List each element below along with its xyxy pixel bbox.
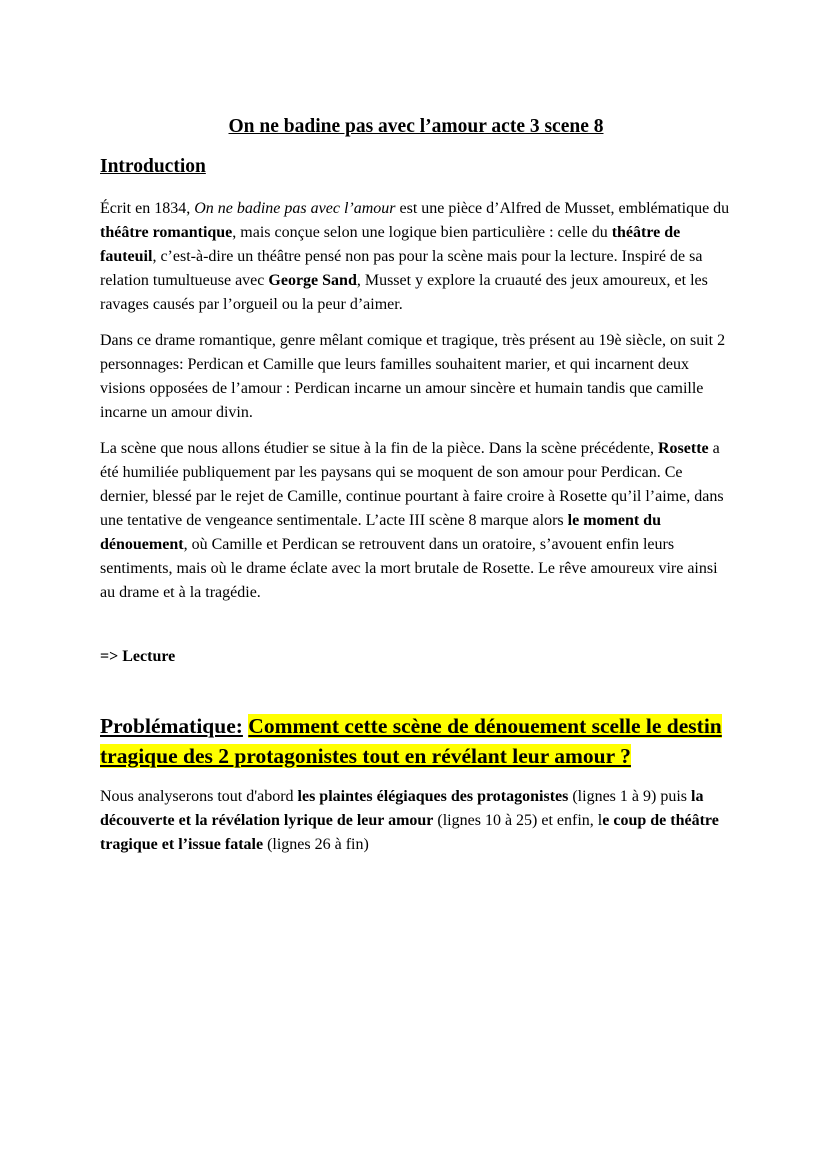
introduction-paragraph-1 — [100, 197, 732, 317]
text-run: Écrit en 1834, — [100, 200, 195, 217]
plan-paragraph — [100, 785, 732, 857]
text-run: , Musset y explore la cruauté des jeux amoureux, et les ravages causés par l’orgueil ou la peur d’aimer. — [100, 272, 708, 313]
introduction-paragraph-2: Dans ce drame romantique, genre mêlant comique et tragique, très présent au 19è siècle, on suit 2 personnages: Perdican et Camille que leurs familles souhaitent marier, et qui incarnent deux visions opposées de l’amour : Perdican incarne un amour sincère et humain tandis que camille incarne un amour divin. — [100, 332, 726, 421]
bold-run: Rosette — [657, 440, 709, 457]
document-page — [100, 114, 732, 869]
text-run: (lignes 26 à fin) — [263, 836, 369, 853]
text-run: (lignes 1 à 9) puis — [568, 788, 691, 805]
bold-run: les plaintes élégiaques des protagonistes — [297, 788, 569, 805]
italic-title-run: On ne badine pas avec l’amour — [194, 200, 396, 217]
text-run: La scène que nous allons étudier se situe à la fin de la pièce. Dans la scène précédente, — [100, 440, 658, 457]
problematique-label: Problématique: — [100, 714, 243, 738]
problematique — [100, 711, 732, 771]
introduction-heading: Introduction — [100, 156, 206, 177]
introduction-paragraph-3 — [100, 437, 732, 605]
bold-run: théâtre romantique — [100, 224, 233, 241]
text-run: , c’est-à-dire un théâtre pensé non pas pour la scène mais pour la lecture. Inspiré de sa relation tumultueuse avec — [100, 248, 703, 289]
bold-run: la découverte et la révélation lyrique de leur amour — [100, 788, 704, 829]
text-run: est une pièce d’Alfred de Musset, emblématique du — [395, 200, 730, 217]
document-title: On ne badine pas avec l’amour acte 3 scene 8 — [228, 116, 604, 137]
lecture-note: => Lecture — [100, 648, 176, 665]
text-run: , où Camille et Perdican se retrouvent dans un oratoire, s’avouent enfin leurs sentiments, mais où le drame éclate avec la mort brutale de Rosette. Le rêve amoureux vire ainsi au drame et à la tragédie. — [100, 536, 718, 601]
text-run: (lignes 10 à 25) et enfin, l — [433, 812, 603, 829]
bold-run: le moment du dénouement — [100, 512, 661, 553]
bold-run: théâtre de fauteuil — [100, 224, 681, 265]
bold-run: George Sand — [268, 272, 357, 289]
problematique-question-highlight: Comment cette scène de dénouement scelle le destin tragique des 2 protagonistes tout en révélant leur amour ? — [100, 714, 722, 768]
text-run: , mais conçue selon une logique bien particulière : celle du — [232, 224, 612, 241]
text-run: a été humiliée publiquement par les paysans qui se moquent de son amour pour Perdican. Ce dernier, blessé par le rejet de Camille, continue pourtant à faire croire à Rosette qu’il l’aime, dans une tentative de vengeance sentimentale. L’acte III scène 8 marque alors — [100, 440, 724, 529]
bold-run: e coup de théâtre tragique et l’issue fatale — [100, 812, 719, 853]
text-run: Nous analyserons tout d'abord — [100, 788, 298, 805]
